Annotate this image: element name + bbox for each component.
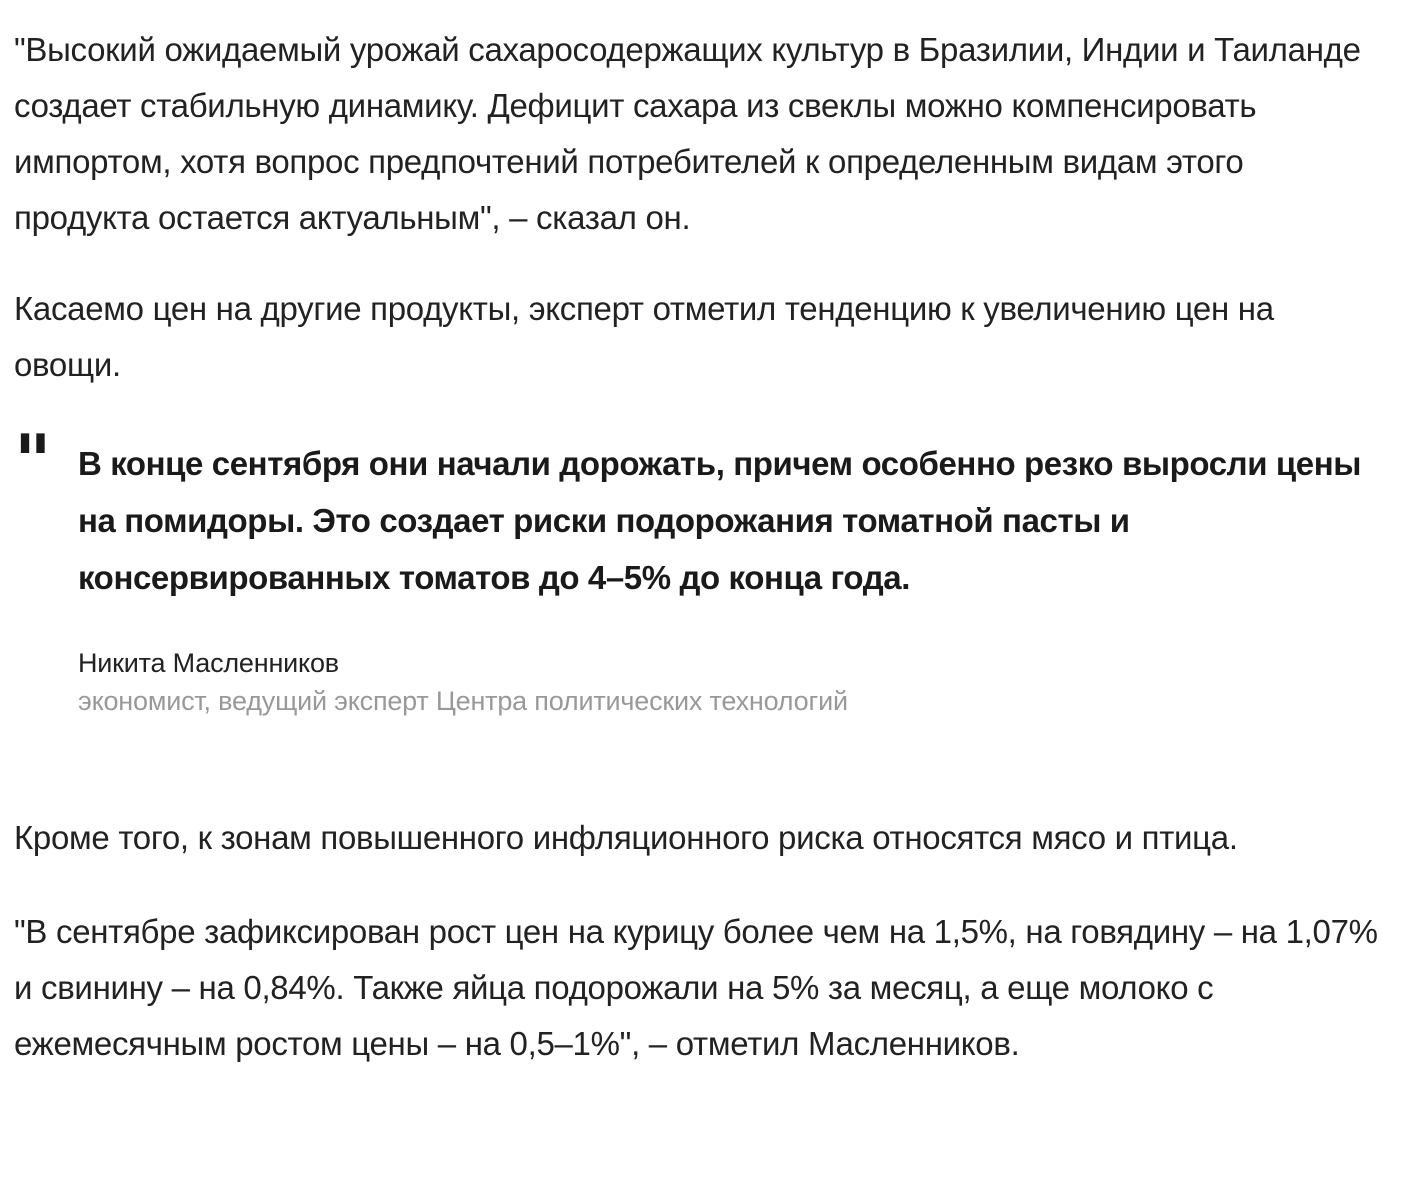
article-paragraph: "В сентябре зафиксирован рост цен на курицу более чем на 1,5%, на говядину – на 1,07% и свинину – на 0,84%. Также яйца подорожали на 5% за месяц, а еще молоко с ежемесячным ростом цены – на 0,5–1%", – отметил Масленников.	[14, 913, 1378, 1062]
quote-author-role: экономист, ведущий эксперт Центра политических технологий	[78, 686, 848, 716]
article-paragraph: Кроме того, к зонам повышенного инфляционного риска относятся мясо и птица.	[14, 819, 1238, 856]
quote-mark-icon: "	[14, 418, 48, 503]
quote-author-name: Никита Масленников	[78, 648, 339, 678]
quote-text: В конце сентября они начали дорожать, причем особенно резко выросли цены на помидоры. Это создает риски подорожания томатной пасты и консервированных томатов до 4–5% до конца года.	[78, 445, 1362, 596]
pull-quote	[14, 418, 1382, 720]
article-paragraph: "Высокий ожидаемый урожай сахаросодержащих культур в Бразилии, Индии и Таиланде создает стабильную динамику. Дефицит сахара из свеклы можно компенсировать импортом, хотя вопрос предпочтений потребителей к определенным видам этого продукта остается актуальным", – сказал он.	[14, 31, 1361, 236]
article-paragraph: Касаемо цен на другие продукты, эксперт отметил тенденцию к увеличению цен на овощи.	[14, 290, 1274, 383]
